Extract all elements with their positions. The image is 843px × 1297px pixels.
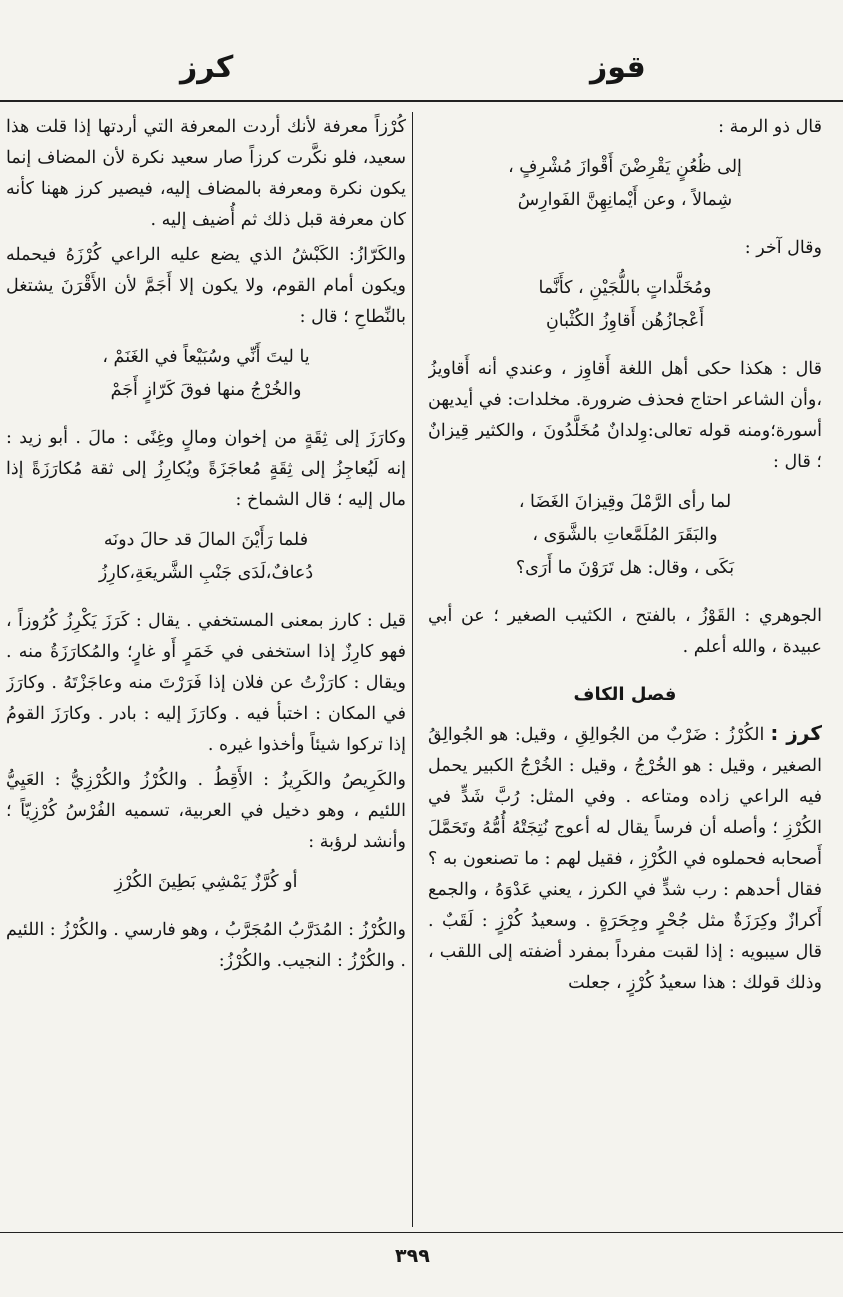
verse-line: يا ليتَ أَنِّي وسُبَيْعاً في الغَنَمْ ،: [102, 347, 310, 367]
paragraph: الجوهري : القَوْزُ ، بالفتح ، الكثيب الصغير ؛ عن أبي عبيدة ، والله أعلم .: [428, 606, 822, 657]
verse-line: بَكَى ، وقال: هل تَرَوْنَ ما أَرَى؟: [515, 558, 735, 578]
page-number: ٣٩٩: [395, 1245, 430, 1267]
entry-text: الكُرْزُ : ضَرْبٌ من الجُوالِقِ ، وقيل: هو الجُوالِقُ الصغير ، وقيل : هو الخُرْجُ ، وقيل : الخُرْجُ الكبير يحمل فيه الراعي زاده ومتاعه . وفي المثل: رُبَّ شَدٍّ في الكُرْزِ ؛ وأصله أن فرساً يقال له أعوج نُتِجَتْهُ أُمُّهُ وتَحَمَّلَ أَصحابه فحملوه في الكُرْزِ ، فقيل لهم : ما تصنعون به ؟ فقال أحدهم : رب شدٍّ في الكرز ، يعني عَدْوَهُ ، والجمع أَكرازٌ وكِرَزَةٌ مثل جُحْرٍ وجِحَرَةٍ . وسعيدُ كُرْزٍ : لَقَبٌ . قال سيبويه : إذا لقبت مفرداً بمفرد أضفته إلى اللقب ، وذلك قولك : هذا سعيدُ كُرْزٍ ، جعلت: [428, 725, 822, 993]
paragraph: كُرْزاً معرفة لأنك أردت المعرفة التي أردتها إذا قلت هذا سعيد، فلو نكَّرت كرزاً صار سعيد نكرة لأن المضاف إنما يكون نكرة ومعرفة بالمضاف إليه، فيصير كرز ههنا كأنه كان معرفة قبل ذلك ثم أُضيف إليه .: [6, 117, 406, 230]
verse-line: دُعافٌ،لَدَى جَنْبِ الشَّريعَةِ،كارِزُ: [98, 563, 314, 583]
verse-block: [428, 151, 822, 217]
paragraph: والكَرِيصُ والكَرِيزُ : الأَقِطُ . والكُرْزُ والكُرْزِيُّ : العَيِيُّ اللئيم ، وهو دخيل في العربية، تسميه الفُرْسُ كُرْزِيّاً ؛ وأنشد لرؤبة :: [6, 770, 406, 852]
verse-line: فلما رَأَيْنَ المالَ قد حالَ دونَه: [103, 530, 309, 550]
verse-line: أَعْجازُهُن أَقاوِزُ الكُثْبانِ: [545, 311, 705, 331]
verse-line: والخُرْجُ منها فوقَ كَرّازٍ أَجَمْ: [110, 380, 302, 400]
verse-block: [6, 341, 406, 407]
entry-paragraph: [428, 718, 822, 999]
running-header-right: قوز: [590, 50, 646, 85]
running-header-left: كرز: [180, 50, 234, 85]
verse-block: [6, 866, 406, 899]
section-title: فصل الكاف: [573, 684, 677, 705]
verse-block: [428, 486, 822, 585]
right-column: [428, 112, 822, 1230]
verse-line: ومُخَلَّداتٍ باللُّجَيْنِ ، كأَنَّما: [538, 278, 712, 298]
verse-line: أو كُرَّزٌ يَمْشِي بَطِينَ الكُرْزِ: [114, 872, 298, 892]
header-rule: [0, 100, 843, 102]
paragraph: وكارَزَ إلى ثِقَةٍ من إخوان ومالٍ وغِنًى : مالَ . أبو زيد : إنه لَيُعاجِزُ إلى ثِقَةٍ مُعاجَزَةً ويُكارِزُ إلى ثقة مُكارَزَةً إذا مال إليه ؛ قال الشماخ :: [6, 428, 406, 510]
verse-line: إلى ظُعُنٍ يَقْرِضْنَ أَقْوازَ مُشْرِفٍ ،: [508, 157, 742, 177]
paragraph: قيل : كارز بمعنى المستخفي . يقال : كَرَزَ يَكْرِزُ كُرُوزاً ، فهو كارِزٌ إذا استخفى في خَمَرٍ أَو غارٍ؛ والمُكارَزَةُ منه . ويقال : كارَزْتُ عن فلان إذا فَرَرْتَ منه وعاجَزْتَهُ . وكارَزَ في المكان : اختبأ فيه . وكارَزَ إليه : بادر . وكارَزَ القومُ إذا تركوا شيئاً وأخذوا غيره .: [6, 611, 406, 755]
paragraph: قال : هكذا حكى أهل اللغة أَقاوِز ، وعندي أنه أَقاويزُ ،وأن الشاعر احتاج فحذف ضرورة. مخلدات: في أيديهن أسورة؛ومنه قوله تعالى:وِلدانٌ مُخَلَّدُونَ ، والكثير قِيزانٌ ؛ قال :: [428, 359, 822, 472]
footer-rule: [0, 1232, 843, 1233]
verse-line: شِمالاً ، وعن أَيْمانِهِنَّ الفَوارِسُ: [517, 190, 733, 210]
column-divider: [412, 112, 413, 1227]
paragraph: والكَرّازُ: الكَبْشُ الذي يضع عليه الراعي كُرْزَهُ فيحمله ويكون أمام القوم، ولا يكون إلا أَجَمَّ لأن الأَقْرَنَ يشتغل بالنِّطاحِ ؛ قال :: [6, 245, 406, 327]
verse-block: [428, 272, 822, 338]
verse-line: لما رأى الرَّمْلَ وقِيزانَ الغَضَا ،: [518, 492, 732, 512]
left-column: [6, 112, 406, 1230]
entry-headword: كرز :: [770, 721, 822, 745]
verse-block: [6, 524, 406, 590]
verse-line: والبَقَرَ المُلَمَّعاتِ بالشَّوَى ،: [532, 525, 718, 545]
paragraph: والكُرْزُ : المُدَرَّبُ المُجَرَّبُ ، وهو فارسي . والكُرْزُ : اللئيم . والكُرْزُ : النجيب. والكُرْزُ:: [6, 920, 406, 971]
paragraph: قال ذو الرمة :: [718, 117, 822, 137]
paragraph: وقال آخر :: [744, 238, 822, 258]
